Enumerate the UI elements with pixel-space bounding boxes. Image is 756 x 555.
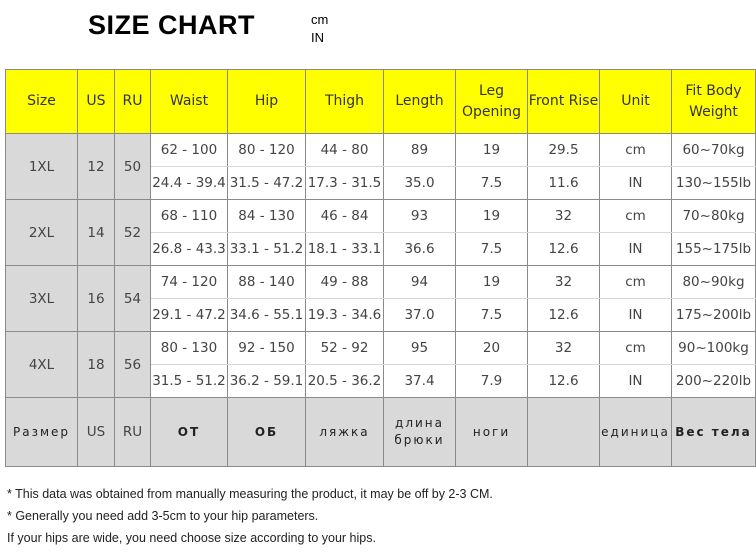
unit-legend bbox=[311, 11, 328, 47]
header-leg-opening: Leg Opening bbox=[456, 70, 528, 134]
unit-cm-cell: cm bbox=[600, 332, 672, 365]
weight-kg-cell: 60~70kg bbox=[672, 134, 756, 167]
hip-in-cell: 31.5 - 47.2 bbox=[228, 167, 306, 200]
header-unit: Unit bbox=[600, 70, 672, 134]
thigh-in-cell: 19.3 - 34.6 bbox=[306, 299, 384, 332]
header-length: Length bbox=[384, 70, 456, 134]
unit-cm-cell: cm bbox=[600, 266, 672, 299]
size-cell: 2XL bbox=[6, 200, 78, 266]
waist-cm-cell: 80 - 130 bbox=[151, 332, 228, 365]
hip-in-cell: 34.6 - 55.1 bbox=[228, 299, 306, 332]
weight-lb-cell: 200~220lb bbox=[672, 365, 756, 398]
length-in-cell: 37.0 bbox=[384, 299, 456, 332]
unit-cm-cell: cm bbox=[600, 200, 672, 233]
header-waist: Waist bbox=[151, 70, 228, 134]
rise-cm-cell: 32 bbox=[528, 266, 600, 299]
leg-cm-cell: 19 bbox=[456, 200, 528, 233]
header-thigh: Thigh bbox=[306, 70, 384, 134]
notes bbox=[7, 483, 493, 549]
ru-cell: 54 bbox=[115, 266, 151, 332]
ru-label-length: длина брюки bbox=[384, 398, 456, 467]
hip-cm-cell: 92 - 150 bbox=[228, 332, 306, 365]
leg-in-cell: 7.5 bbox=[456, 233, 528, 266]
header-fit-body-weight: Fit Body Weight bbox=[672, 70, 756, 134]
ru-label-us: US bbox=[78, 398, 115, 467]
header-us: US bbox=[78, 70, 115, 134]
size-chart-table bbox=[5, 69, 756, 467]
table-row bbox=[6, 200, 756, 233]
note-measurement: * This data was obtained from manually measuring the product, it may be off by 2-3 CM. bbox=[7, 487, 493, 501]
table-row bbox=[6, 266, 756, 299]
waist-cm-cell: 74 - 120 bbox=[151, 266, 228, 299]
thigh-in-cell: 18.1 - 33.1 bbox=[306, 233, 384, 266]
thigh-cm-cell: 44 - 80 bbox=[306, 134, 384, 167]
leg-cm-cell: 20 bbox=[456, 332, 528, 365]
us-cell: 14 bbox=[78, 200, 115, 266]
note-wide-hips: If your hips are wide, you need choose size according to your hips. bbox=[7, 531, 376, 545]
table-row bbox=[6, 332, 756, 365]
rise-cm-cell: 32 bbox=[528, 200, 600, 233]
ru-label-thigh: ляжка bbox=[306, 398, 384, 467]
leg-cm-cell: 19 bbox=[456, 134, 528, 167]
rise-in-cell: 11.6 bbox=[528, 167, 600, 200]
header-row bbox=[6, 70, 756, 134]
unit-in-cell: IN bbox=[600, 299, 672, 332]
header-front-rise: Front Rise bbox=[528, 70, 600, 134]
us-cell: 12 bbox=[78, 134, 115, 200]
waist-in-cell: 31.5 - 51.2 bbox=[151, 365, 228, 398]
hip-cm-cell: 80 - 120 bbox=[228, 134, 306, 167]
header-size: Size bbox=[6, 70, 78, 134]
size-cell: 1XL bbox=[6, 134, 78, 200]
waist-in-cell: 29.1 - 47.2 bbox=[151, 299, 228, 332]
us-cell: 18 bbox=[78, 332, 115, 398]
weight-lb-cell: 130~155lb bbox=[672, 167, 756, 200]
unit-cm-label: cm bbox=[311, 12, 329, 27]
note-hip-add: * Generally you need add 3-5cm to your hip parameters. bbox=[7, 509, 319, 523]
header-hip: Hip bbox=[228, 70, 306, 134]
header-ru: RU bbox=[115, 70, 151, 134]
length-cm-cell: 89 bbox=[384, 134, 456, 167]
ru-label-leg-opening: ноги bbox=[456, 398, 528, 467]
weight-kg-cell: 70~80kg bbox=[672, 200, 756, 233]
length-in-cell: 36.6 bbox=[384, 233, 456, 266]
unit-in-label: IN bbox=[311, 30, 324, 45]
hip-cm-cell: 88 - 140 bbox=[228, 266, 306, 299]
rise-cm-cell: 32 bbox=[528, 332, 600, 365]
thigh-in-cell: 20.5 - 36.2 bbox=[306, 365, 384, 398]
ru-label-front-rise bbox=[528, 398, 600, 467]
hip-in-cell: 33.1 - 51.2 bbox=[228, 233, 306, 266]
rise-in-cell: 12.6 bbox=[528, 233, 600, 266]
rise-cm-cell: 29.5 bbox=[528, 134, 600, 167]
ru-cell: 50 bbox=[115, 134, 151, 200]
ru-label-size: Размер bbox=[6, 398, 78, 467]
table-row bbox=[6, 134, 756, 167]
thigh-cm-cell: 52 - 92 bbox=[306, 332, 384, 365]
chart-title: SIZE CHART bbox=[88, 10, 255, 40]
unit-cm-cell: cm bbox=[600, 134, 672, 167]
length-cm-cell: 94 bbox=[384, 266, 456, 299]
ru-cell: 52 bbox=[115, 200, 151, 266]
length-in-cell: 37.4 bbox=[384, 365, 456, 398]
ru-label-waist: ОТ bbox=[151, 398, 228, 467]
ru-label-hip: ОБ bbox=[228, 398, 306, 467]
waist-in-cell: 24.4 - 39.4 bbox=[151, 167, 228, 200]
thigh-cm-cell: 46 - 84 bbox=[306, 200, 384, 233]
hip-cm-cell: 84 - 130 bbox=[228, 200, 306, 233]
weight-lb-cell: 175~200lb bbox=[672, 299, 756, 332]
russian-label-row bbox=[6, 398, 756, 467]
ru-cell: 56 bbox=[115, 332, 151, 398]
size-cell: 4XL bbox=[6, 332, 78, 398]
weight-kg-cell: 80~90kg bbox=[672, 266, 756, 299]
weight-lb-cell: 155~175lb bbox=[672, 233, 756, 266]
leg-in-cell: 7.5 bbox=[456, 299, 528, 332]
unit-in-cell: IN bbox=[600, 167, 672, 200]
ru-label-weight: Вес тела bbox=[672, 398, 756, 467]
ru-label-ru: RU bbox=[115, 398, 151, 467]
length-cm-cell: 95 bbox=[384, 332, 456, 365]
leg-cm-cell: 19 bbox=[456, 266, 528, 299]
us-cell: 16 bbox=[78, 266, 115, 332]
rise-in-cell: 12.6 bbox=[528, 299, 600, 332]
waist-cm-cell: 62 - 100 bbox=[151, 134, 228, 167]
ru-label-unit: единица bbox=[600, 398, 672, 467]
unit-in-cell: IN bbox=[600, 233, 672, 266]
length-in-cell: 35.0 bbox=[384, 167, 456, 200]
leg-in-cell: 7.5 bbox=[456, 167, 528, 200]
waist-in-cell: 26.8 - 43.3 bbox=[151, 233, 228, 266]
weight-kg-cell: 90~100kg bbox=[672, 332, 756, 365]
length-cm-cell: 93 bbox=[384, 200, 456, 233]
waist-cm-cell: 68 - 110 bbox=[151, 200, 228, 233]
thigh-in-cell: 17.3 - 31.5 bbox=[306, 167, 384, 200]
rise-in-cell: 12.6 bbox=[528, 365, 600, 398]
size-cell: 3XL bbox=[6, 266, 78, 332]
hip-in-cell: 36.2 - 59.1 bbox=[228, 365, 306, 398]
thigh-cm-cell: 49 - 88 bbox=[306, 266, 384, 299]
unit-in-cell: IN bbox=[600, 365, 672, 398]
leg-in-cell: 7.9 bbox=[456, 365, 528, 398]
